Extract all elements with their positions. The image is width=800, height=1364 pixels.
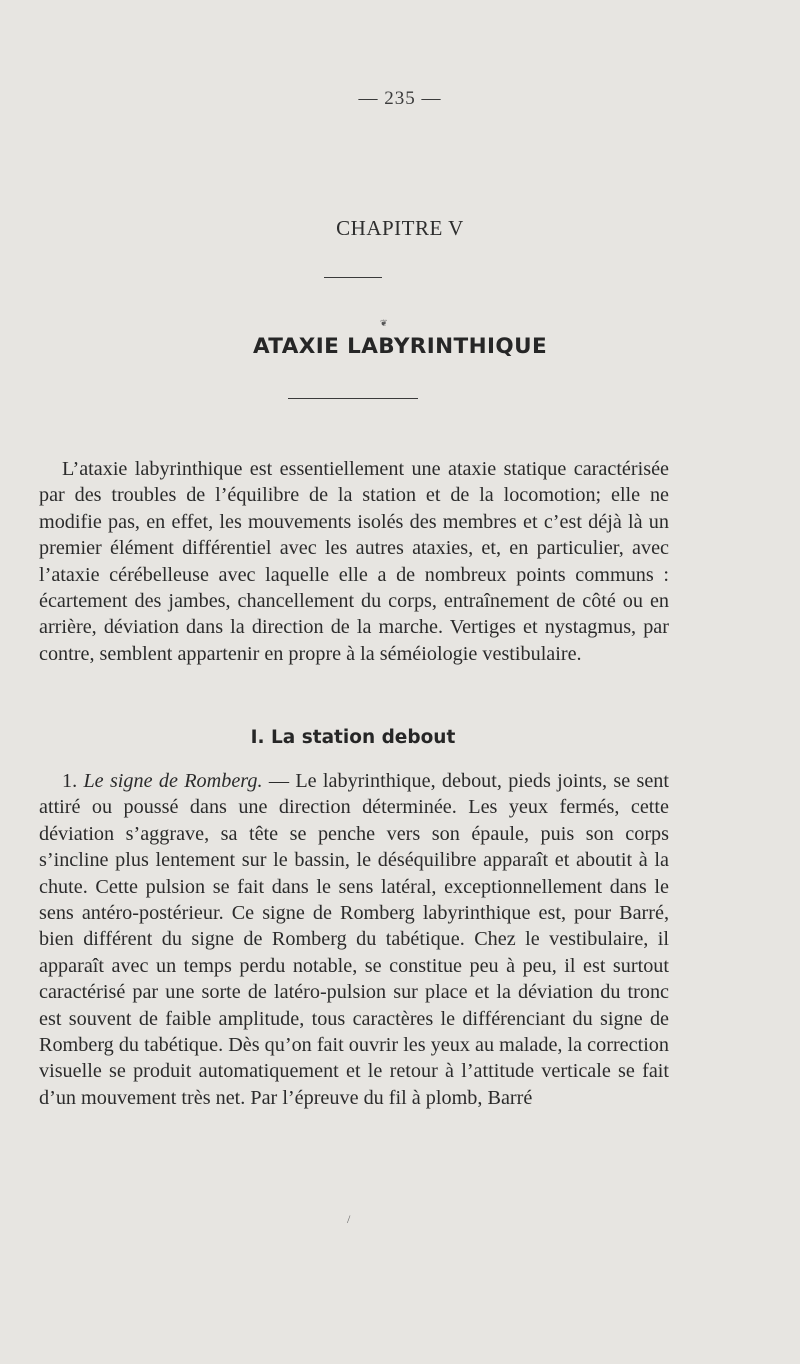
section-heading: I. La station debout	[250, 727, 456, 748]
paragraph-lead: Le signe de Romberg.	[83, 770, 263, 792]
page-number: — 235 —	[358, 88, 442, 109]
paragraph-number: 1.	[62, 770, 84, 792]
chapter-heading: CHAPITRE V	[336, 216, 464, 240]
intro-paragraph: L’ataxie labyrinthique est essentiellement une ataxie statique caractérisée par des troubles de l’équilibre de la station et de la locomotion; elle ne modifie pas, en effet, les mouvements isolés des membres et c’est déjà là un premier élément différentiel avec les autres ataxies, et, en particulier, avec l’ataxie cérébelleuse avec laquelle elle a de nombreux points communs : écartement des jambes, chancellement du corps, entraînement de côté ou en arrière, déviation dans la direction de la marche. Vertiges et nystagmus, par contre, semblent appartenir en propre à la séméiologie vestibulaire.	[39, 458, 669, 665]
title-divider	[288, 398, 418, 399]
romberg-paragraph	[39, 768, 669, 1111]
stray-mark: /	[347, 1212, 351, 1226]
ornament-icon: ❦	[380, 318, 388, 328]
paragraph-body: — Le labyrinthique, debout, pieds joints, se sent attiré ou poussé dans une direction déterminée. Les yeux fermés, cette déviation s’aggrave, sa tête se penche vers son épaule, puis son corps s’incline plus lentement sur le bassin, le déséquilibre apparaît et aboutit à la chute. Cette pulsion se fait dans le sens latéral, exceptionnellement dans le sens antéro-postérieur. Ce signe de Romberg labyrinthique est, pour Barré, bien différent du signe de Romberg du tabétique. Chez le vestibulaire, il apparaît avec un temps perdu notable, se constitue peu à peu, il est surtout caractérisé par une sorte de latéro-pulsion sur place et la déviation du tronc est souvent de faible amplitude, tous caractères le différenciant du signe de Romberg du tabétique. Dès qu’on fait ouvrir les yeux au malade, la correction visuelle se produit automatiquement et le retour à l’attitude verticale se fait d’un mouvement très net. Par l’épreuve du fil à plomb, Barré	[39, 770, 669, 1109]
chapter-divider	[324, 277, 382, 278]
chapter-title: ATAXIE LABYRINTHIQUE	[252, 334, 548, 359]
